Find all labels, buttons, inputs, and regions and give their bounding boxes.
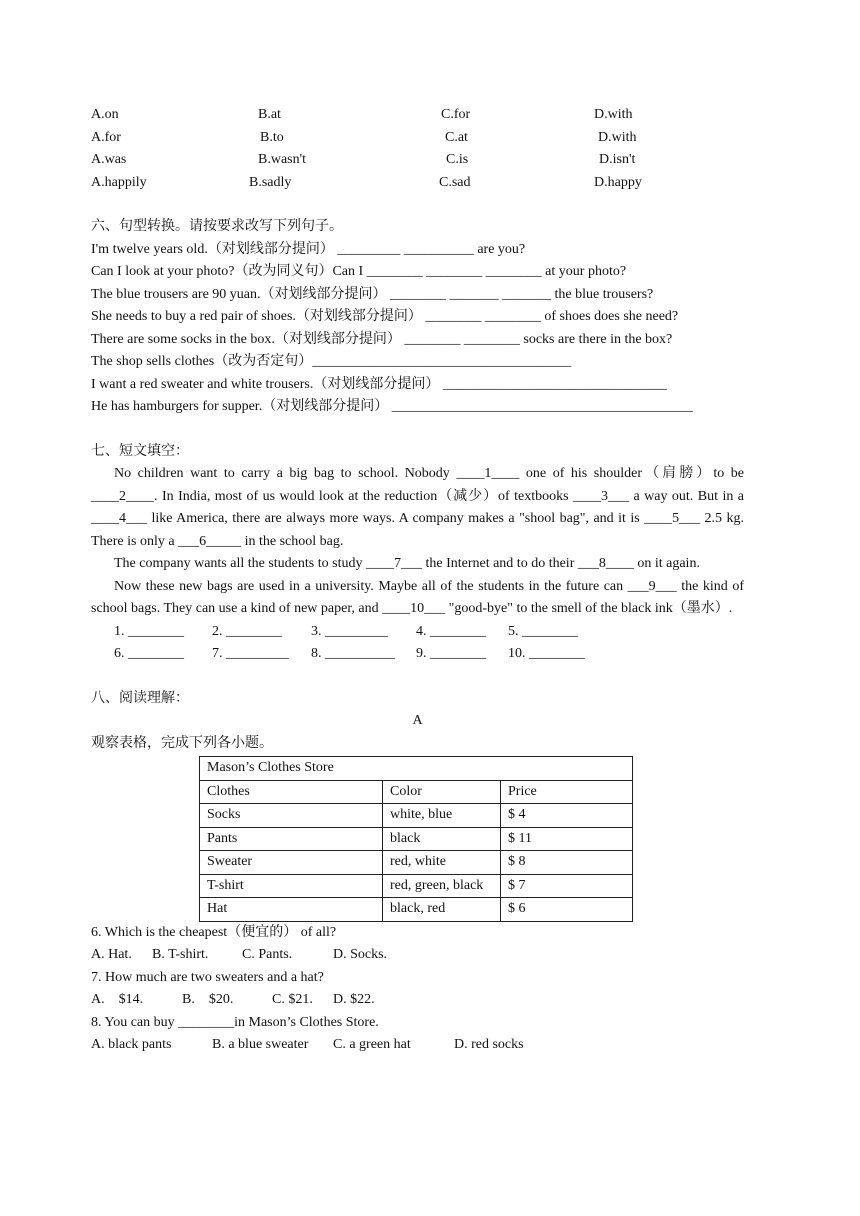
answer-row — [91, 621, 744, 644]
cloze-paragraph: No children want to carry a big bag to school. Nobody ____1____ one of his shoulder（肩膀）to be ____2____. In India, most of us would look at the reduction（减少）of textbooks ____3___ a way out. But in a ____4___ like America, there are always more ways. A company makes a "shool bag", and it is ____5___ 2.5 kg. There is only a ___6_____ in the school bag. — [91, 466, 744, 549]
table-cell: Hat — [200, 898, 383, 922]
table-cell: Pants — [200, 827, 383, 851]
choice: A. black pants — [91, 1037, 172, 1052]
table-caption-row — [200, 757, 633, 781]
option-c: C.is — [446, 152, 469, 167]
exercise-line: There are some socks in the box.（对划线部分提问） ________ ________ socks are there in the box? — [91, 331, 673, 347]
option-c: C.sad — [439, 174, 471, 190]
exercise-line: Can I look at your photo?（改为同义句）Can I ________ ________ ________ at your photo? — [91, 264, 627, 279]
instruction: 观察表格，完成下列各小题。 — [91, 735, 273, 751]
answer-blank: 6. ________ — [114, 646, 184, 661]
exercise-line: I'm twelve years old.（对划线部分提问） _________ __________ are you? — [91, 241, 526, 257]
table-cell: $ 11 — [501, 827, 633, 851]
answer-blank: 8. __________ — [311, 646, 395, 661]
question — [91, 922, 744, 967]
choice: A. $14. — [91, 992, 144, 1007]
section-cloze — [91, 441, 744, 666]
table-cell: red, white — [383, 851, 501, 875]
option-a: A.happily — [91, 174, 147, 190]
choice: B. a blue sweater — [212, 1037, 309, 1052]
question-options — [91, 989, 744, 1012]
option-row — [91, 127, 744, 150]
question — [91, 967, 744, 1012]
question-stem: 7. How much are two sweaters and a hat? — [91, 969, 324, 985]
choice: C. Pants. — [242, 947, 293, 962]
table-row — [200, 851, 633, 875]
table-cell: $ 8 — [501, 851, 633, 875]
option-b: B.sadly — [249, 174, 292, 190]
table-cell: $ 6 — [501, 898, 633, 922]
option-b: B.wasn't — [258, 152, 307, 167]
table-row — [200, 827, 633, 851]
exercise-line: The shop sells clothes（改为否定句）_____________________________________ — [91, 354, 572, 369]
option-d: D.happy — [594, 174, 642, 190]
part-label: A — [412, 713, 423, 728]
option-b: B.at — [258, 107, 281, 122]
option-a: A.was — [91, 152, 127, 167]
column-header: Price — [501, 780, 633, 804]
option-a: A.on — [91, 107, 119, 122]
option-block — [91, 104, 744, 194]
question-stem: 6. Which is the cheapest（便宜的） of all? — [91, 924, 337, 940]
table-cell: Socks — [200, 804, 383, 828]
answer-blank: 4. ________ — [416, 623, 486, 639]
table-row — [200, 874, 633, 898]
answer-blank: 10. ________ — [508, 646, 585, 661]
exercise-line: The blue trousers are 90 yuan.（对划线部分提问） ________ _______ _______ the blue trousers? — [91, 286, 654, 302]
question-stem: 8. You can buy ________in Mason’s Clothes Store. — [91, 1014, 379, 1030]
option-d: D.with — [598, 129, 637, 145]
table-cell: red, green, black — [383, 874, 501, 898]
table-cell: $ 4 — [501, 804, 633, 828]
clothes-price-table — [199, 756, 633, 922]
choice: C. $21. — [272, 992, 313, 1007]
cloze-paragraph: Now these new bags are used in a university. Maybe all of the students in the future can ___9___ the kind of school bags. They can use a kind of new paper, and ____10___ "good-bye" to the smell of the black ink（墨水）. — [91, 578, 744, 616]
cloze-paragraph: The company wants all the students to study ____7___ the Internet and to do their ___8____ on it again. — [114, 556, 700, 571]
table-cell: black, red — [383, 898, 501, 922]
choice: B. T-shirt. — [152, 947, 209, 962]
option-c: C.at — [445, 129, 468, 145]
section-sentence-transform — [91, 216, 744, 419]
answer-blank: 9. ________ — [416, 646, 486, 661]
question — [91, 1012, 744, 1057]
answer-blank: 1. ________ — [114, 623, 184, 639]
exercise-line: I want a red sweater and white trousers.（对划线部分提问） ________________________________ — [91, 376, 667, 392]
option-row — [91, 104, 744, 127]
section-title: 八、阅读理解： — [91, 690, 189, 706]
answer-blank: 5. ________ — [508, 623, 578, 639]
table-cell: Sweater — [200, 851, 383, 875]
table-caption: Mason’s Clothes Store — [200, 757, 633, 781]
option-row — [91, 172, 744, 195]
answer-blank: 7. _________ — [212, 646, 289, 661]
table-cell: white, blue — [383, 804, 501, 828]
worksheet-page — [91, 104, 744, 1057]
option-row — [91, 149, 744, 172]
answer-blank: 2. ________ — [212, 623, 282, 639]
table-row — [200, 804, 633, 828]
option-d: D.with — [594, 107, 633, 122]
column-header: Clothes — [200, 780, 383, 804]
section-reading — [91, 688, 744, 1057]
choice: D. red socks — [454, 1037, 524, 1052]
option-d: D.isn't — [599, 152, 636, 167]
choice: A. Hat. — [91, 947, 132, 962]
option-b: B.to — [260, 129, 284, 145]
choice: D. Socks. — [333, 947, 388, 962]
table-cell: T-shirt — [200, 874, 383, 898]
choice: C. a green hat — [333, 1037, 411, 1052]
question-options — [91, 1034, 744, 1057]
table-cell: $ 7 — [501, 874, 633, 898]
option-a: A.for — [91, 129, 121, 145]
question-options — [91, 944, 744, 967]
table-header-row — [200, 780, 633, 804]
section-title: 七、短文填空： — [91, 443, 189, 459]
exercise-line: He has hamburgers for supper.（对划线部分提问） ___________________________________________ — [91, 399, 693, 414]
answer-row — [91, 643, 744, 666]
choice: B. $20. — [182, 992, 234, 1007]
column-header: Color — [383, 780, 501, 804]
choice: D. $22. — [333, 992, 375, 1007]
table-row — [200, 898, 633, 922]
table-cell: black — [383, 827, 501, 851]
exercise-line: She needs to buy a red pair of shoes.（对划线部分提问） ________ ________ of shoes does she need? — [91, 309, 679, 324]
option-c: C.for — [441, 107, 471, 122]
section-title: 六、句型转换。请按要求改写下列句子。 — [91, 219, 343, 234]
answer-blank: 3. _________ — [311, 623, 388, 639]
